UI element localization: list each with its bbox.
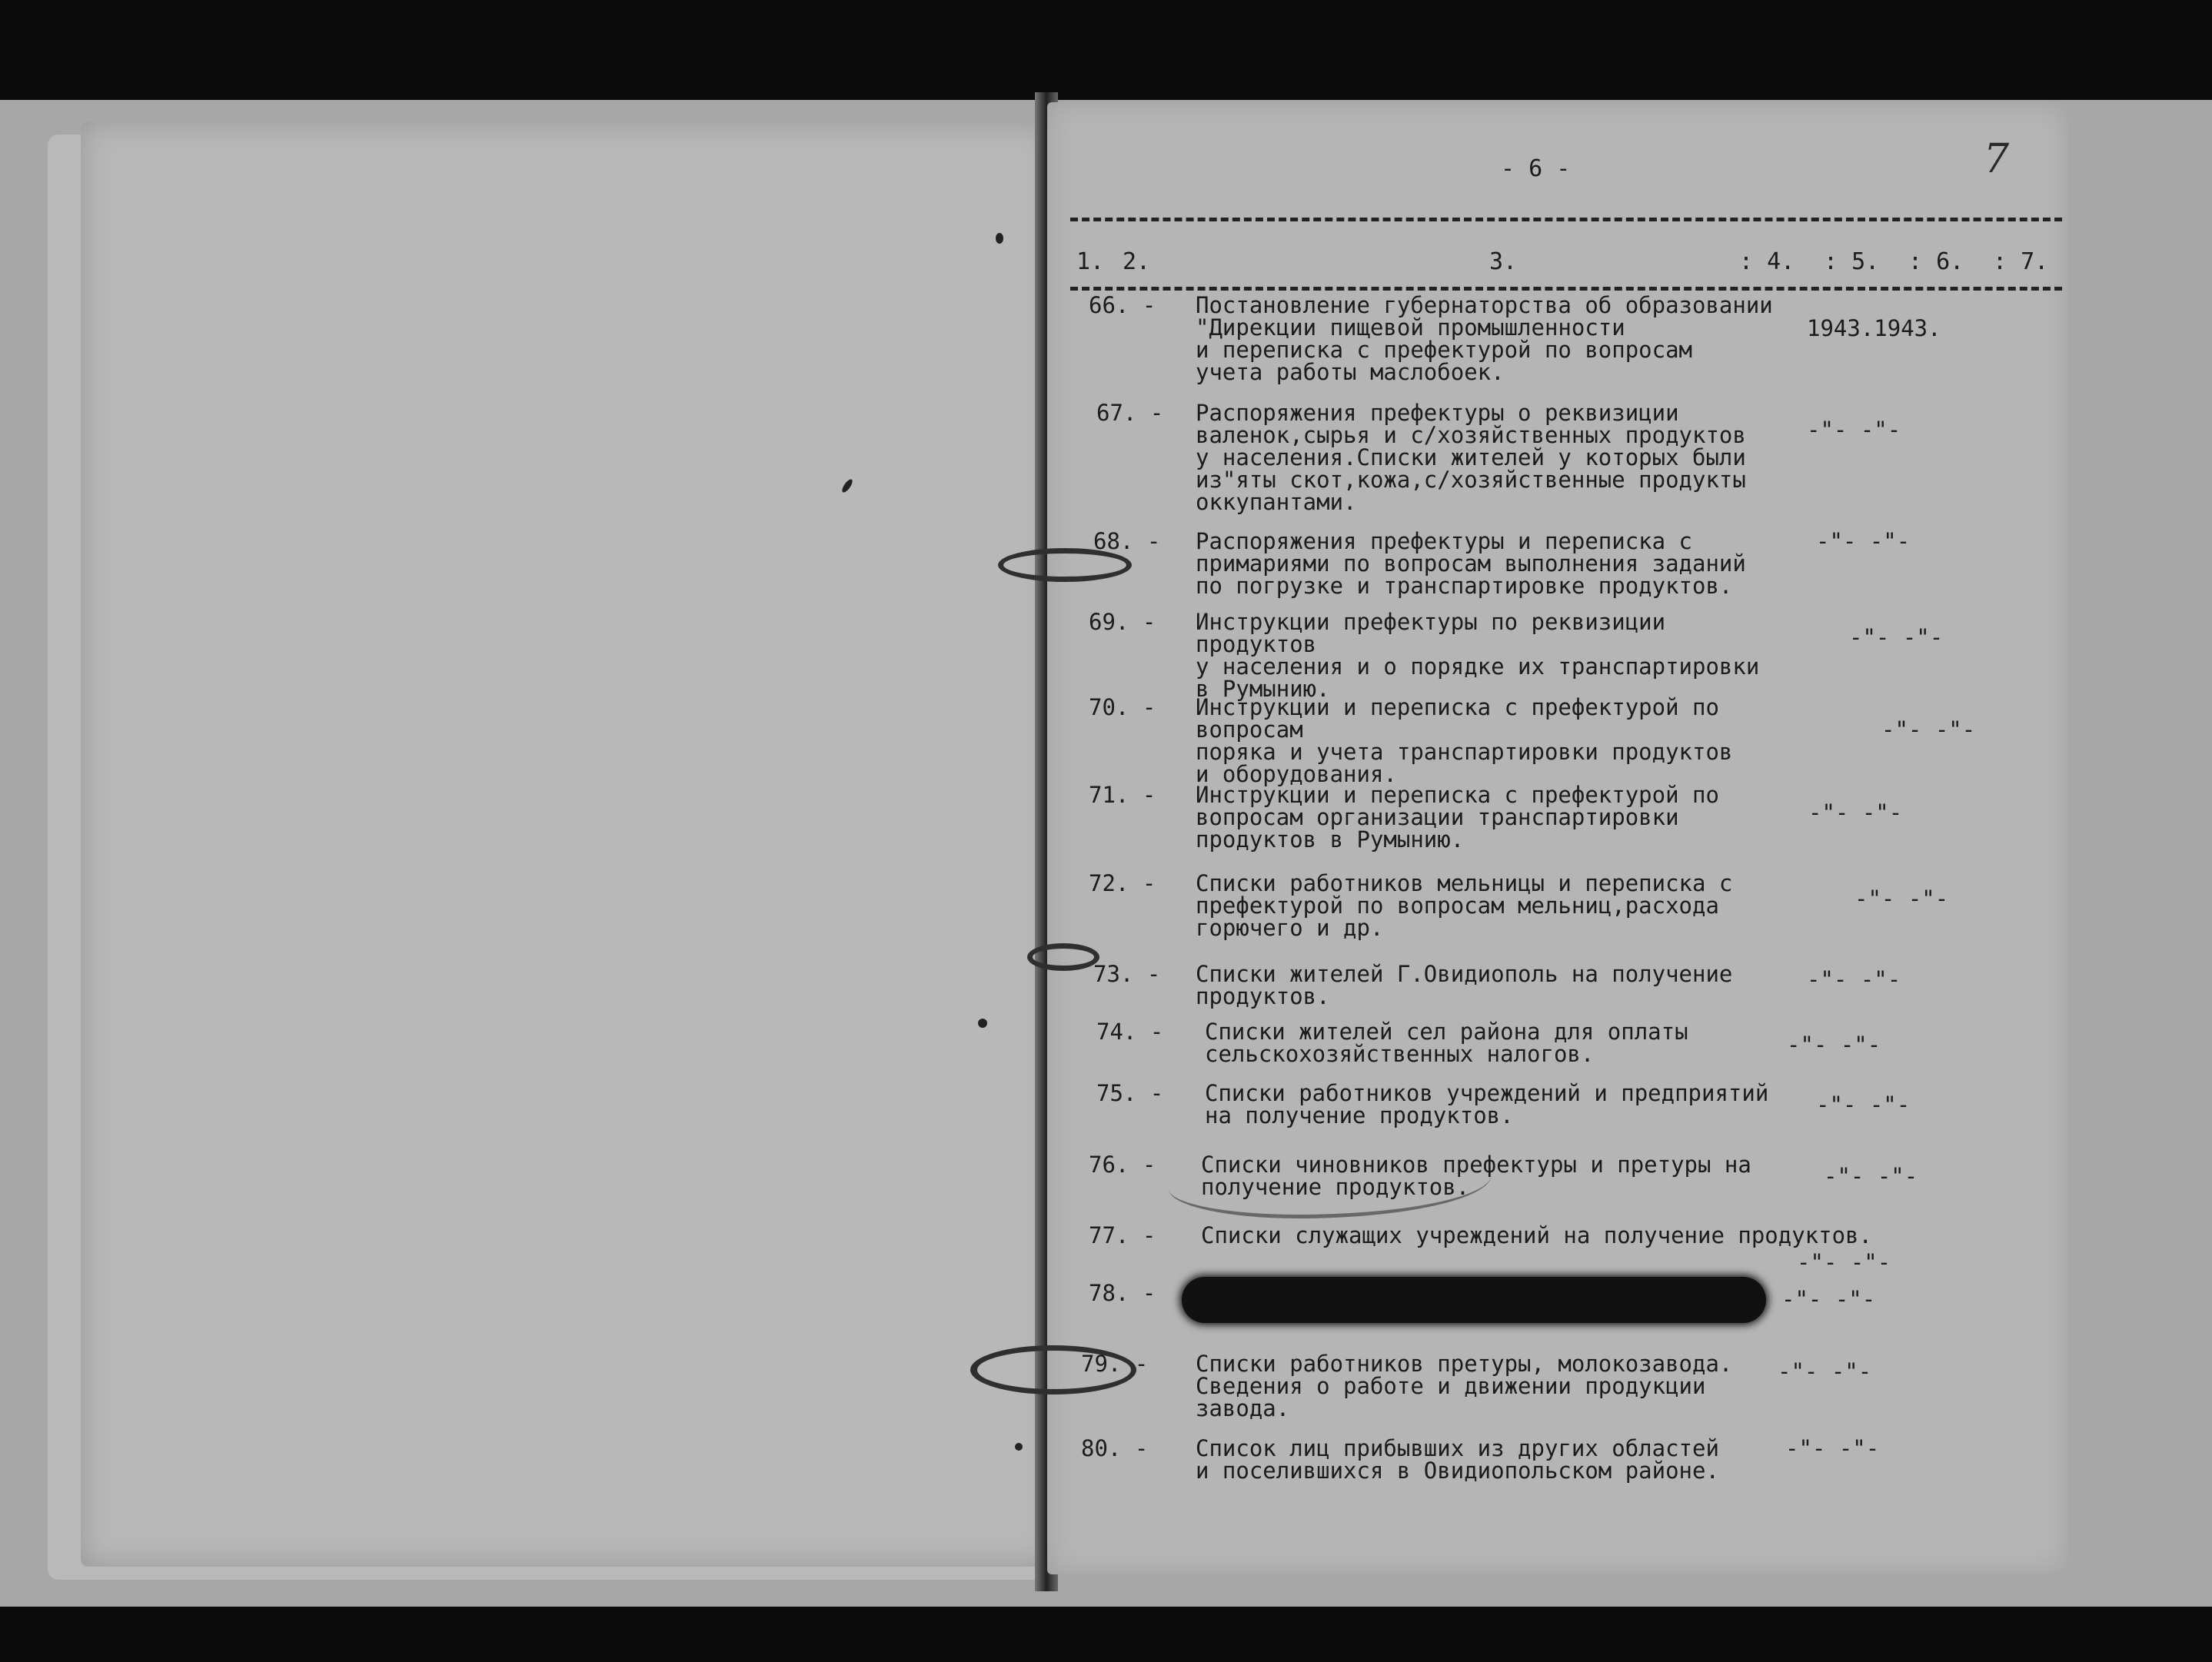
item-description: Постановление губернаторства об образовании "Дирекции пищевой промышленности и переписка с префектурой по вопросам учета работы маслобоек. [1196,292,1773,385]
item-description: Распоряжения префектуры о реквизиции валенок,сырья и с/хозяйственных продуктов у населения.Списки жителей у которых были из"яты скот,кожа,с/хозяйственные продукты оккупантами. [1196,400,1746,515]
item-description: Списки работников претуры, молокозавода. Сведения о работе и движении продукции завода. [1196,1351,1733,1421]
item-dates: -"- -"- [1824,1163,1918,1189]
item-number: 69. - [1089,609,1156,635]
item-number: 74. - [1096,1019,1164,1045]
column-header-2: 2. [1123,248,1151,275]
pencil-annotation [1169,1145,1492,1218]
item-description: Распоряжения префектуры и переписка с примариями по вопросам выполнения заданий по погрузке и транспартировке продуктов. [1196,528,1746,599]
item-description: Списки чиновников префектуры и претуры на получение продуктов. [1201,1152,1751,1200]
item-description: Инструкции и переписка с префектурой по вопросам организации транспартировки продуктов в Румынию. [1196,782,1719,853]
redaction-mark [1182,1277,1766,1323]
header-rule-top [1070,218,2062,221]
item-number: 76. - [1089,1152,1156,1178]
item-number: 67. - [1096,400,1164,426]
item-dates: 1943.1943. [1807,315,1941,341]
archive-sheet-number: 7 [1984,136,2010,182]
item-dates: -"- -"- [1785,1435,1880,1461]
column-header-6: : 6. [1908,248,1964,275]
item-number: 73. - [1093,961,1161,987]
page-number: - 6 - [1501,155,1571,182]
item-number: 80. - [1081,1435,1149,1461]
item-number: 70. - [1089,694,1156,720]
left-blank-page [81,121,1053,1567]
item-number: 77. - [1089,1222,1156,1248]
item-description: Список лиц прибывших из других областей и поселившихся в Овидиопольском районе. [1196,1435,1719,1484]
item-dates: -"- -"- [1807,417,1901,443]
item-dates: -"- -"- [1778,1358,1872,1384]
item-dates: -"- -"- [1854,886,1949,912]
item-dates: -"- -"- [1816,528,1911,554]
item-description: Списки служащих учреждений на получение продуктов. [1201,1222,1872,1248]
item-number: 72. - [1089,870,1156,896]
paper-speck [1015,1443,1023,1451]
column-header-3: 3. [1489,248,1518,275]
item-number: 66. - [1089,292,1156,318]
item-number: 75. - [1096,1080,1164,1106]
item-number: 68. - [1093,528,1161,554]
item-number: 71. - [1089,782,1156,808]
column-header-1: 1. [1076,248,1105,275]
column-header-4: : 4. [1739,248,1795,275]
item-description: Инструкции и переписка с префектурой по вопросам поряка и учета транспартировки продуктов и оборудования. [1196,694,1733,787]
item-dates: -"- -"- [1781,1286,1876,1312]
item-description: Списки работников мельницы и переписка с префектурой по вопросам мельниц,расхода горючего и др. [1196,870,1733,941]
column-header-5: : 5. [1824,248,1880,275]
item-dates: -"- -"- [1808,799,1903,826]
item-dates: -"- -"- [1787,1032,1881,1058]
item-description: Списки работников учреждений и предприятий на получение продуктов. [1205,1080,1769,1128]
paper-speck [996,233,1003,244]
inventory-list [1047,102,2068,1574]
item-dates: -"- -"- [1816,1092,1911,1118]
item-number: 78. - [1089,1280,1156,1306]
item-description: Инструкции префектуры по реквизиции продуктов у населения и о порядке их транспартировки в Румынию. [1196,609,1760,702]
paper-speck [978,1019,987,1028]
column-header-7: : 7. [1993,248,2049,275]
item-dates: -"- -"- [1807,966,1901,992]
item-dates: -"- -"- [1849,624,1944,650]
item-number: 79. - [1081,1351,1149,1377]
item-description: Списки жителей сел района для оплаты сельскохозяйственных налогов. [1205,1019,1688,1067]
item-dates: -"- -"- [1797,1249,1891,1275]
item-dates: -"- -"- [1881,716,1976,743]
header-rule-bottom [1070,287,2062,291]
item-description: Списки жителей Г.Овидиополь на получение продуктов. [1196,961,1733,1009]
